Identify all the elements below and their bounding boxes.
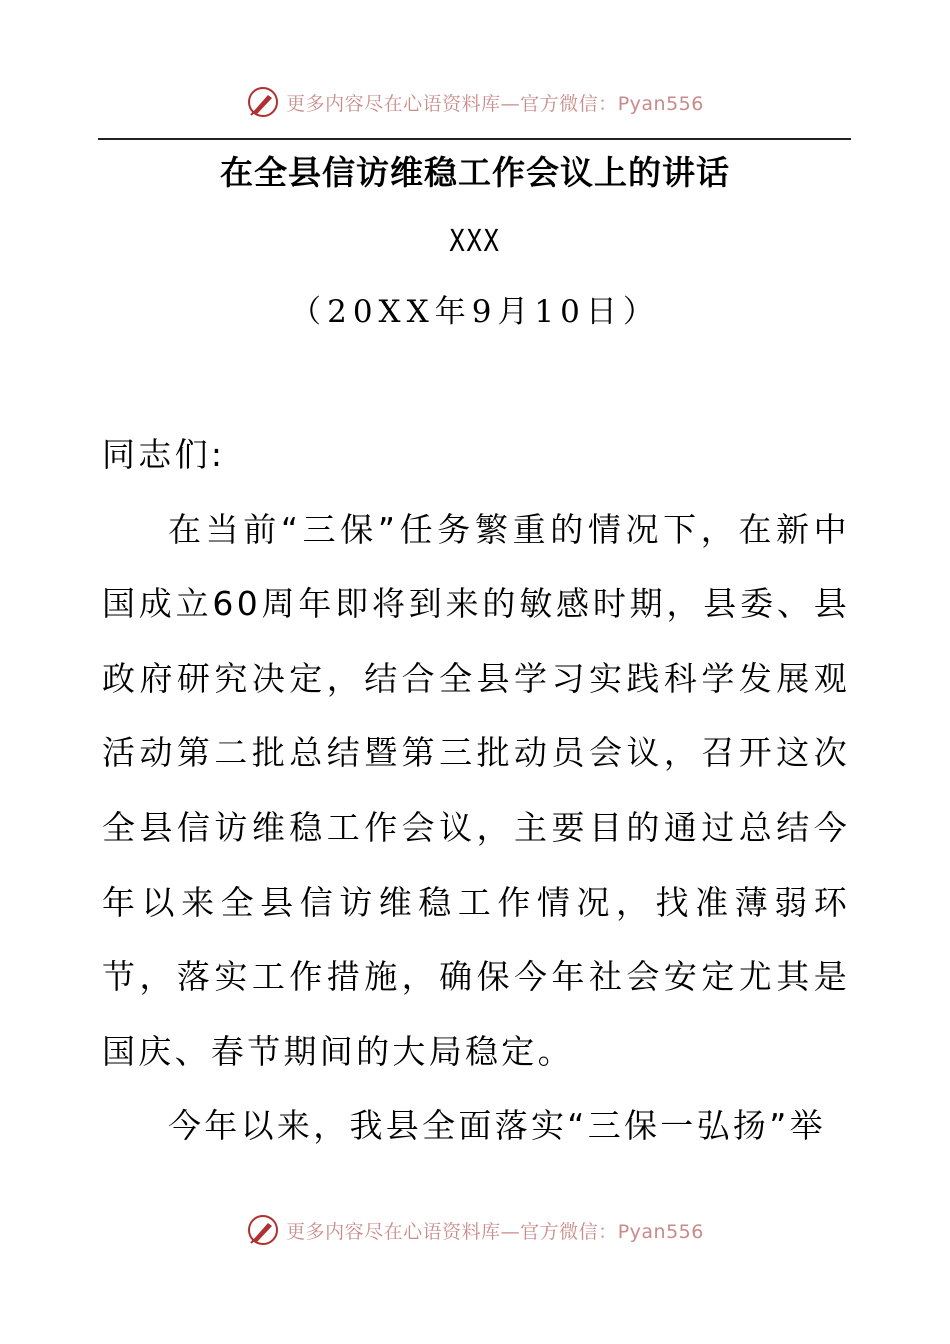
document-date: （20XX年9月10日） (290, 294, 660, 330)
document-body (102, 418, 850, 1164)
pen-logo-icon (246, 85, 280, 119)
footer-watermark-site: 更多内容尽在心语资料库 (286, 1220, 501, 1243)
header-watermark-wechat-id: Pyan556 (617, 92, 704, 115)
header-rule (98, 138, 851, 140)
footer-watermark (0, 1210, 950, 1250)
footer-watermark-sep: — (500, 1220, 521, 1243)
document-author: XXX (449, 224, 501, 259)
header-watermark-label: 官方微信： (520, 92, 618, 115)
paragraph-2: 今年以来，我县全面落实“三保一弘扬”举 (168, 1106, 826, 1146)
document-title: 在全县信访维稳工作会议上的讲话 (220, 153, 730, 192)
header-watermark (0, 82, 950, 122)
header-watermark-site: 更多内容尽在心语资料库 (286, 92, 501, 115)
footer-watermark-text (286, 1217, 704, 1244)
paragraph-1: 在当前“三保”任务繁重的情况下，在新中国成立60周年即将到来的敏感时期，县委、县政府研究决定，结合全县学习实践科学发展观活动第二批总结暨第三批动员会议，召开这次全县信访维稳工作会议，主要目的通过总结今年以来全县信访维稳工作情况，找准薄弱环节，落实工作措施，确保今年社会安定尤其是国庆、春节期间的大局稳定。 (102, 509, 850, 1071)
header-watermark-sep: — (500, 92, 521, 115)
header-watermark-text (286, 89, 704, 116)
footer-watermark-wechat-id: Pyan556 (617, 1220, 704, 1243)
footer-watermark-label: 官方微信： (520, 1220, 618, 1243)
salutation: 同志们: (102, 435, 226, 474)
pen-logo-icon (246, 1213, 280, 1247)
